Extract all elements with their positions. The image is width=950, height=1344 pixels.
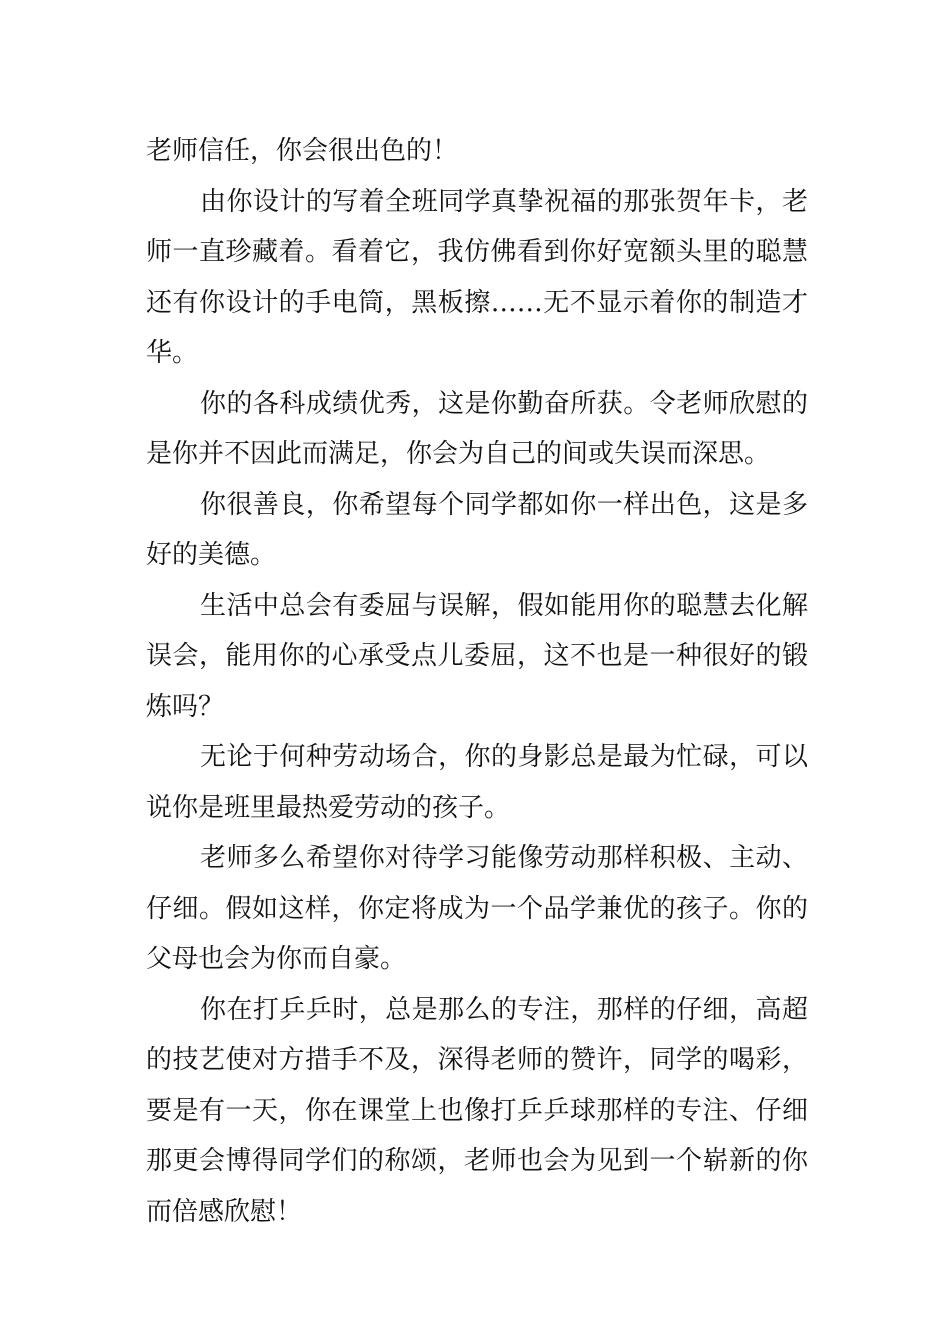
paragraph-grades: 你的各科成绩优秀，这是你勤奋所获。令老师欣慰的是你并不因此而满足，你会为自己的间或失误而深思。 xyxy=(146,388,808,469)
document-body xyxy=(146,126,808,1237)
paragraph-continuation: 老师信任，你会很出色的！ xyxy=(146,136,459,166)
paragraph-greeting-card: 由你设计的写着全班同学真挚祝福的那张贺年卡，老师一直珍藏着。看着它，我仿佛看到你好宽额头里的聪慧还有你设计的手电筒，黑板擦……无不显示着你的制造才华。 xyxy=(146,186,808,368)
paragraph-labor: 无论于何种劳动场合，你的身影总是最为忙碌，可以说你是班里最热爱劳动的孩子。 xyxy=(146,742,808,823)
paragraph-misunderstanding: 生活中总会有委屈与误解，假如能用你的聪慧去化解误会，能用你的心承受点儿委屈，这不也是一种很好的锻炼吗？ xyxy=(146,590,808,722)
paragraph-study-hope: 老师多么希望你对待学习能像劳动那样积极、主动、仔细。假如这样，你定将成为一个品学兼优的孩子。你的父母也会为你而自豪。 xyxy=(146,843,808,974)
paragraph-kindness: 你很善良，你希望每个同学都如你一样出色，这是多好的美德。 xyxy=(146,489,808,570)
paragraph-ping-pong: 你在打乒乒时，总是那么的专注，那样的仔细，高超的技艺使对方措手不及，深得老师的赞许，同学的喝彩，要是有一天，你在课堂上也像打乒乒球那样的专注、仔细那更会博得同学们的称颂，老师也会为见到一个崭新的你而倍感欣慰！ xyxy=(146,994,808,1227)
